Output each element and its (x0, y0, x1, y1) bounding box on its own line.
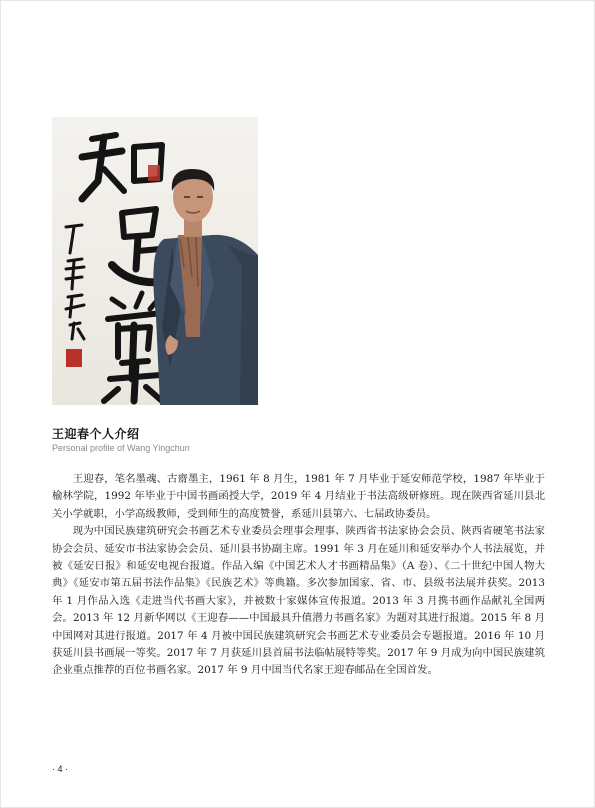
profile-paragraph-1: 王迎春，笔名墨魂、古齋墨主，1961 年 8 月生，1981 年 7 月毕业于延安师范学校，1987 年毕业于榆林学院，1992 年毕业于中国书画函授大学，2019 年 4 月结业于书法高级研修班。现在陕西省延川县北关小学就职，小学高级教师，受到师生的高度赞誉，系延川县第六、七届政协委员。 (52, 473, 545, 520)
person-portrait (153, 169, 258, 405)
profile-body (52, 471, 545, 680)
seal-stamp-lower (66, 349, 82, 367)
portrait-with-calligraphy-image (52, 117, 258, 405)
portrait-photo (52, 117, 258, 405)
profile-paragraph-2: 现为中国民族建筑研究会书画艺术专业委员会理事会理事、陕西省书法家协会会员、陕西省硬笔书法家协会会员、延安市书法家协会会员、延川县书协副主席。1991 年 3 月在延川和延安举办个人书法展览，并被《延安日报》和延安电视台报道。作品入编《中国艺术人才书画精品集》（A 卷）、《二十世纪中国人物大典》《延安市第五届书法作品集》《民族艺术》等典籍。多次参加国家、省、市、县级书法展并获奖。2013 年 1 月作品入选《走进当代书画大家》，并被数十家媒体宣传报道。2013 年 3 月携书画作品献礼全国两会。2013 年 12 月新华网以《王迎春——中国最具升值潜力书画名家》为题对其进行报道。2015 年 8 月中国网对其进行报道。2017 年 4 月被中国民族建筑研究会书画艺术专业委员会专题报道。2016 年 10 月获延川县书画展一等奖。2017 年 7 月获延川县首届书法临帖展特等奖。2017 年 9 月成为向中国民族建筑企业重点推荐的百位书画名家。2017 年 9 月中国当代名家王迎春邮品在全国首发。 (52, 525, 545, 677)
profile-subtitle: Personal profile of Wang Yingchun (52, 443, 190, 453)
seal-stamp-upper (148, 165, 160, 181)
page-number: · 4 · (52, 764, 69, 774)
profile-title: 王迎春个人介绍 (52, 427, 140, 441)
